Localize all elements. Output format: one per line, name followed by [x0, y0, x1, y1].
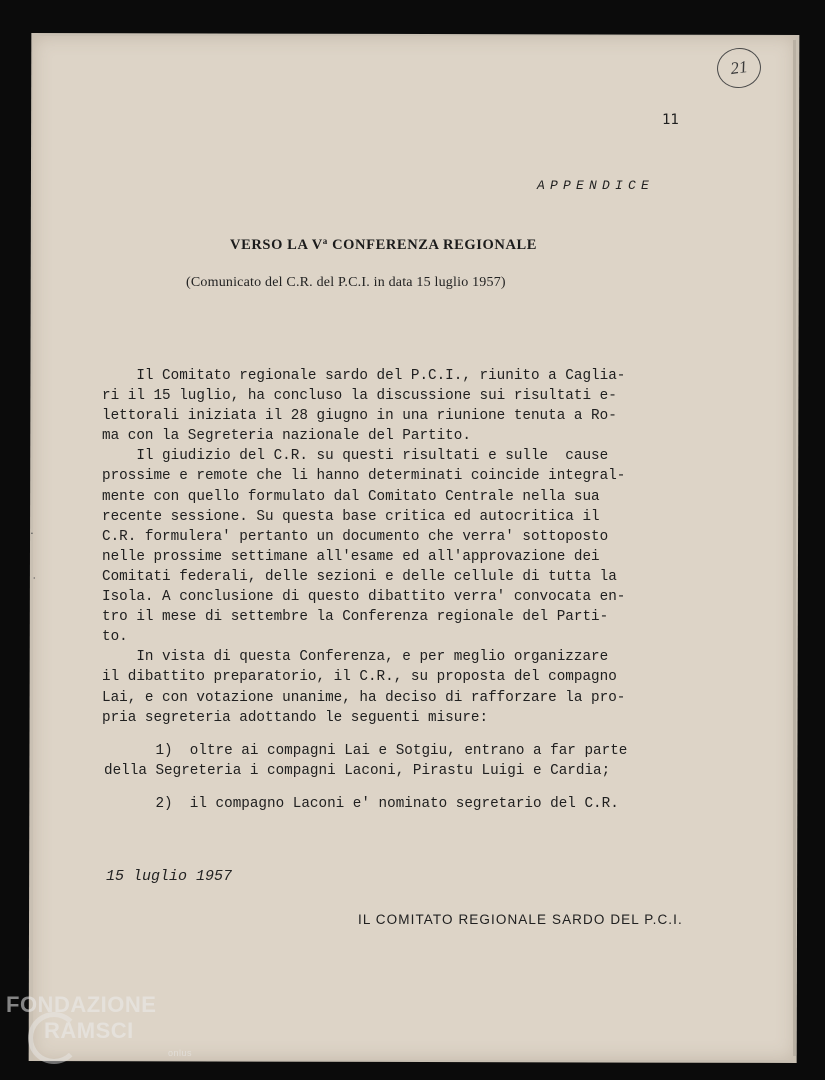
- title-superscript: a: [322, 236, 328, 246]
- archive-watermark: [6, 990, 216, 1072]
- body-line: to.: [102, 629, 128, 646]
- body-line: Il giudizio del C.R. su questi risultati e sulle cause: [102, 448, 609, 465]
- item-line: 2) il compagno Laconi e' nominato segretario del C.R.: [104, 796, 619, 812]
- measure-item-2: [104, 794, 696, 814]
- watermark-line-1: FONDAZIONE: [6, 992, 157, 1017]
- item-line: della Segreteria i compagni Laconi, Pirastu Luigi e Cardia;: [104, 763, 611, 780]
- body-text: [102, 366, 694, 728]
- document-subtitle: (Comunicato del C.R. del P.C.I. in data 15 luglio 1957): [186, 275, 506, 290]
- body-line: Il Comitato regionale sardo del P.C.I., riunito a Caglia-: [102, 368, 626, 384]
- body-line: il dibattito preparatorio, il C.R., su proposta del compagno: [102, 669, 617, 686]
- item-line: 1) oltre ai compagni Lai e Sotgiu, entrano a far parte: [104, 743, 628, 759]
- watermark-line-2: RAMSCI: [44, 1018, 134, 1043]
- appendix-label: APPENDICE: [537, 178, 655, 193]
- page-number: 11: [662, 112, 679, 128]
- body-line: nelle prossime settimane all'esame ed all'approvazione dei: [102, 548, 600, 565]
- watermark-small-text: onlus: [168, 1048, 193, 1058]
- body-line: recente sessione. Su questa base critica ed autocritica il: [102, 508, 600, 525]
- measure-item-1: [104, 741, 696, 781]
- signature: IL COMITATO REGIONALE SARDO DEL P.C.I.: [358, 912, 683, 927]
- body-line: In vista di questa Conferenza, e per meglio organizzare: [102, 649, 609, 666]
- body-line: Comitati federali, delle sezioni e delle cellule di tutta la: [102, 568, 617, 585]
- body-line: tro il mese di settembre la Conferenza regionale del Parti-: [102, 609, 609, 626]
- body-line: Isola. A conclusione di questo dibattito verra' convocata en-: [102, 589, 626, 606]
- archive-stamp-number: 21: [714, 45, 763, 91]
- document-date: 15 luglio 1957: [106, 868, 233, 885]
- title-suffix: CONFERENZA REGIONALE: [327, 237, 538, 253]
- body-line: lettorali iniziata il 28 giugno in una riunione tenuta a Ro-: [102, 408, 617, 425]
- body-line: C.R. formulera' pertanto un documento che verra' sottoposto: [102, 528, 609, 545]
- body-line: pria segreteria adottando le seguenti misure:: [102, 709, 489, 726]
- title-prefix: VERSO LA V: [230, 237, 323, 253]
- body-line: ma con la Segreteria nazionale del Partito.: [102, 428, 471, 445]
- document-title: [230, 236, 537, 254]
- body-line: prossime e remote che li hanno determinati coincide integral-: [102, 468, 626, 485]
- body-line: mente con quello formulato dal Comitato Centrale nella sua: [102, 488, 600, 505]
- paper-mark: ˈ: [32, 574, 37, 589]
- paper-edge: [793, 40, 796, 1056]
- body-line: ri il 15 luglio, ha concluso la discussione sui risultati e-: [102, 388, 617, 405]
- paper-mark: ᐧ: [30, 526, 34, 541]
- body-line: Lai, e con votazione unanime, ha deciso di rafforzare la pro-: [102, 689, 626, 706]
